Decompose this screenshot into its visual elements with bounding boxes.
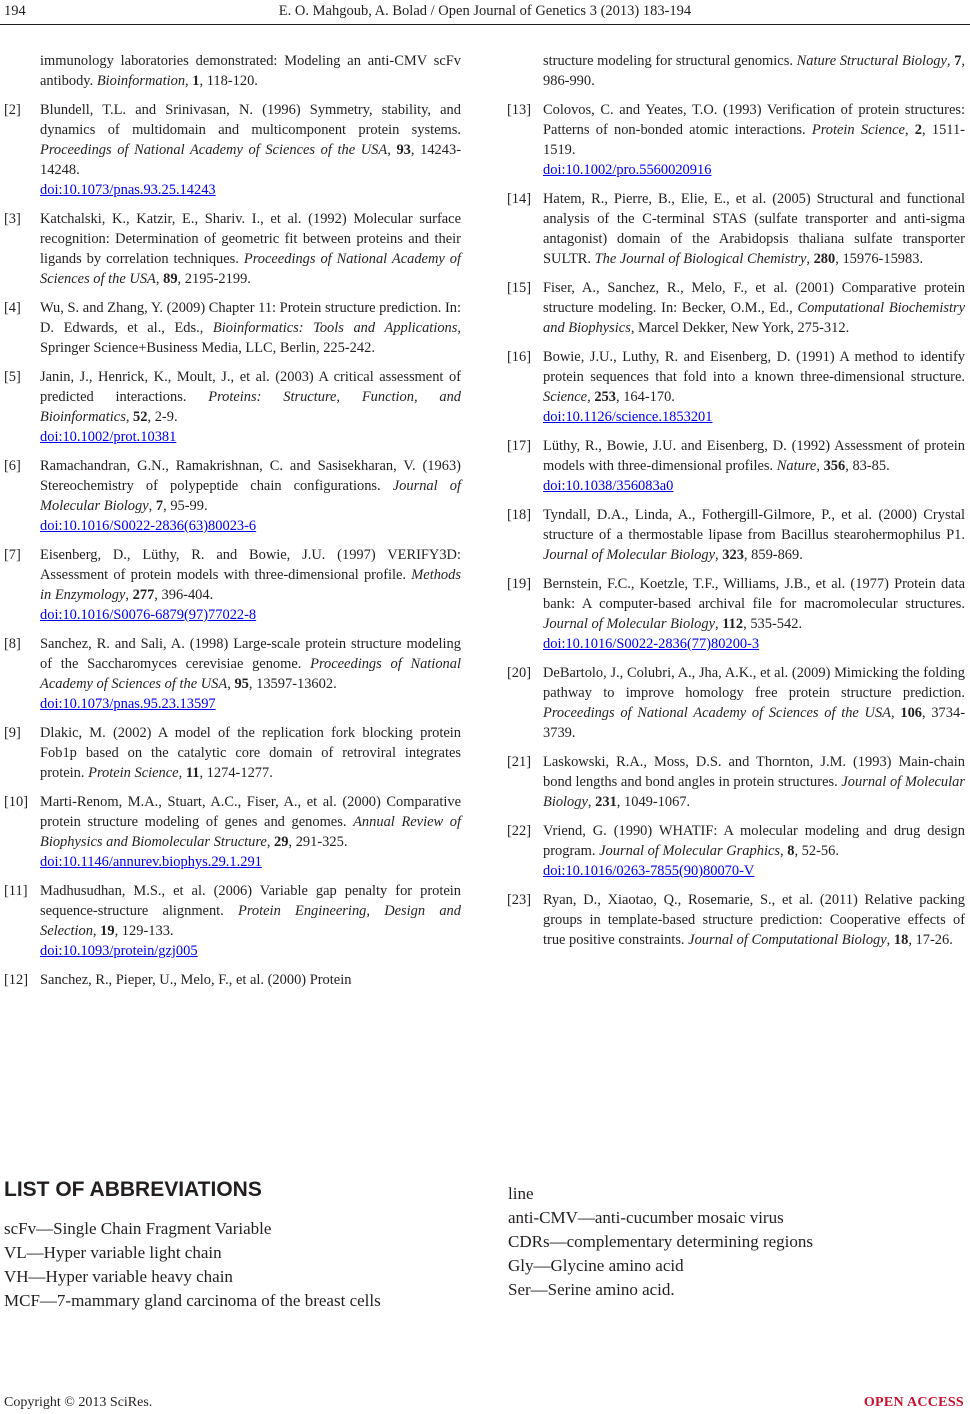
reference-pages: , Springer Science+Business Media, LLC, Berlin, 225-242. <box>40 320 461 356</box>
abbreviation-item: VL—Hyper variable light chain <box>4 1243 222 1262</box>
reference-pages: , 535-542. <box>743 616 803 632</box>
reference-journal: Journal of Molecular Biology <box>543 547 716 563</box>
reference-item: [9] Dlakic, M. (2002) A model of the replication fork blocking protein Fob1p based on the catalytic core domain of retroviral integrates protein. Protein Science, 11, 1274-1277. <box>4 725 461 781</box>
reference-volume: 19 <box>100 923 115 939</box>
reference-number: [22] <box>507 823 532 839</box>
reference-text: Wu, S. and Zhang, Y. (2009) Chapter 11: Protein structure prediction. In: D. Edwards, et al., Eds., <box>40 300 461 336</box>
reference-volume: 2 <box>914 122 923 138</box>
reference-number: [21] <box>507 754 532 770</box>
reference-volume: 323 <box>722 547 744 563</box>
reference-journal: Protein Science <box>811 122 905 138</box>
reference-text: Dlakic, M. (2002) A model of the replication fork blocking protein Fob1p based on the catalytic core domain of retroviral integrates protein. <box>40 725 461 781</box>
references-left-column <box>4 51 461 999</box>
reference-item <box>4 298 461 358</box>
reference-number: [5] <box>4 369 21 385</box>
reference-item: structure modeling for structural genomics. Nature Structural Biology, 7, 986-990. <box>543 53 966 89</box>
reference-text: Ramachandran, G.N., Ramakrishnan, C. and Sasisekharan, V. (1963) Stereochemistry of polypeptide chain configurations. <box>40 458 461 494</box>
abbreviations-heading: LIST OF ABBREVIATIONS <box>4 1178 262 1201</box>
reference-text: Eisenberg, D., Lüthy, R. and Bowie, J.U. (1997) VERIFY3D: Assessment of protein models with three-dimensional profile. <box>40 547 461 583</box>
reference-volume: 95 <box>234 676 249 692</box>
abbreviations-right-column <box>508 1182 966 1302</box>
doi-link[interactable]: doi:10.1002/prot.10381 <box>40 429 177 445</box>
reference-volume: 277 <box>132 587 155 603</box>
reference-item: [8] Sanchez, R. and Sali, A. (1998) Large-scale protein structure modeling of the Saccharomyces cerevisiae genome. Proceedings of National Academy of Sciences of the USA, 95, 13597-13602. doi:10.1073/pnas.95.23.13597 <box>4 636 461 712</box>
reference-number: [10] <box>4 794 29 810</box>
reference-journal: Proceedings of National Academy of Sciences of the USA <box>40 142 388 158</box>
page-number: 194 <box>4 3 26 19</box>
reference-item <box>507 278 965 338</box>
reference-item: [6] Ramachandran, G.N., Ramakrishnan, C. and Sasisekharan, V. (1963) Stereochemistry of polypeptide chain configurations. Journal of Molecular Biology, 7, 95-99. doi:10.1016/S0022-2836(63)80023-6 <box>4 458 461 534</box>
reference-number: [19] <box>507 576 532 592</box>
reference-pages: , 13597-13602. <box>248 676 337 692</box>
reference-number: [15] <box>507 280 532 296</box>
reference-number: [20] <box>507 665 532 681</box>
reference-journal: Nature Structural Biology <box>796 53 947 69</box>
abbreviation-item: line <box>508 1184 534 1203</box>
reference-number: [2] <box>4 102 21 118</box>
references-right-column <box>507 51 965 959</box>
reference-text: Ryan, D., Xiaotao, Q., Rosemarie, S., et al. (2011) Relative packing groups in template-based structure prediction: Cooperative effects of true positive constraints. <box>543 892 965 948</box>
reference-volume: 52 <box>133 409 148 425</box>
reference-item: [18] Tyndall, D.A., Linda, A., Fothergill-Gilmore, P., et al. (2000) Crystal structure of a thermostable lipase from Bacillus stearohermophilus P1. Journal of Molecular Biology, 323, 859-869. <box>507 507 965 563</box>
reference-text: Colovos, C. and Yeates, T.O. (1993) Verification of protein structures: Patterns of non-bonded atomic interactions. <box>543 102 965 138</box>
reference-journal: Journal of Computational Biology <box>688 932 887 948</box>
abbreviation-item: anti-CMV—anti-cucumber mosaic virus <box>508 1208 784 1227</box>
reference-volume: 1 <box>192 73 200 89</box>
reference-number: [23] <box>507 892 532 908</box>
reference-volume: 280 <box>813 251 836 267</box>
reference-item: [21] Laskowski, R.A., Moss, D.S. and Thornton, J.M. (1993) Main-chain bond lengths and bond angles in protein structures. Journal of Molecular Biology, 231, 1049-1067. <box>507 754 965 810</box>
reference-journal: Nature <box>776 458 817 474</box>
reference-pages: , 164-170. <box>615 389 675 405</box>
doi-link[interactable]: doi:10.1016/S0022-2836(63)80023-6 <box>40 518 257 534</box>
reference-journal: Bioinformatics: Tools and Applications <box>212 320 458 336</box>
reference-journal: Science <box>543 389 588 405</box>
reference-pages: , 129-133. <box>114 923 174 939</box>
reference-item: [17] Lüthy, R., Bowie, J.U. and Eisenberg, D. (1992) Assessment of protein models with three-dimensional profiles. Nature, 356, 83-85. doi:10.1038/356083a0 <box>507 438 965 494</box>
reference-number: [4] <box>4 300 21 316</box>
doi-link[interactable]: doi:10.1073/pnas.95.23.13597 <box>40 696 216 712</box>
reference-number: [14] <box>507 191 532 207</box>
reference-journal: Bioinformation <box>96 73 186 89</box>
reference-item: [14] Hatem, R., Pierre, B., Elie, E., et al. (2005) Structural and functional analysis of the C-terminal STAS (sulfate transporter and anti-sigma antagonist) domain of the Arabidopsis thaliana sulfate transporter SULTR. The Journal of Biological Chemistry, 280, 15976-15983. <box>507 191 965 267</box>
reference-volume: 7 <box>954 53 962 69</box>
page-header <box>0 0 970 30</box>
reference-volume: 89 <box>163 271 178 287</box>
reference-pages: , 95-99. <box>163 498 208 514</box>
reference-item <box>4 970 461 990</box>
reference-pages: , 3734-3739. <box>543 705 966 741</box>
reference-volume: 18 <box>893 932 909 948</box>
reference-text: Sanchez, R. and Sali, A. (1998) Large-scale protein structure modeling of the Saccharomyces cerevisiae genome. <box>40 636 461 672</box>
reference-number: [6] <box>4 458 21 474</box>
doi-link[interactable]: doi:10.1126/science.1853201 <box>543 409 713 425</box>
reference-pages: , 83-85. <box>845 458 890 474</box>
reference-item: [13] Colovos, C. and Yeates, T.O. (1993) Verification of protein structures: Patterns of non-bonded atomic interactions. Protein Science, 2, 1511-1519. doi:10.1002/pro.5560020916 <box>507 102 965 178</box>
reference-number: [8] <box>4 636 21 652</box>
reference-text: Blundell, T.L. and Srinivasan, N. (1996) Symmetry, stability, and dynamics of multidomain and multicomponent protein systems. <box>40 102 461 138</box>
reference-item: [10] Marti-Renom, M.A., Stuart, A.C., Fiser, A., et al. (2000) Comparative protein structure modeling of genes and genomes. Annual Review of Biophysics and Biomolecular Structure, 29, 291-325. doi:10.1146/annurev.biophys.29.1.291 <box>4 794 461 870</box>
running-head: E. O. Mahgoub, A. Bolad / Open Journal of Genetics 3 (2013) 183-194 <box>278 3 692 19</box>
reference-pages: , 396-404. <box>154 587 214 603</box>
reference-text: immunology laboratories demonstrated: Modeling an anti-CMV scFv antibody. <box>40 53 461 89</box>
reference-pages: , 1511-1519. <box>543 122 965 158</box>
reference-volume: 106 <box>900 705 922 721</box>
reference-item: [16] Bowie, J.U., Luthy, R. and Eisenberg, D. (1991) A method to identify protein sequences that fold into a known three-dimensional structure. Science, 253, 164-170. doi:10.1126/science.1853201 <box>507 349 965 425</box>
reference-pages: , 118-120. <box>199 73 258 89</box>
reference-volume: 29 <box>274 834 289 850</box>
reference-journal: Journal of Molecular Graphics <box>599 843 780 859</box>
reference-text: Katchalski, K., Katzir, E., Shariv. I., et al. (1992) Molecular surface recognition: Determination of geometric fit between proteins and their ligands by correlation techniques. <box>40 211 461 267</box>
reference-item: [22] Vriend, G. (1990) WHATIF: A molecular modeling and drug design program. Journal of Molecular Graphics, 8, 52-56. doi:10.1016/0263-7855(90)80070-V <box>507 823 965 879</box>
reference-text: Vriend, G. (1990) WHATIF: A molecular modeling and drug design program. <box>543 823 965 859</box>
reference-item: [5] Janin, J., Henrick, K., Moult, J., et al. (2003) A critical assessment of predicted interactions. Proteins: Structure, Function, and Bioinformatics, 52, 2-9. doi:10.1002/prot.10381 <box>4 369 462 445</box>
reference-item: immunology laboratories demonstrated: Modeling an anti-CMV scFv antibody. Bioinformation, 1, 118-120. <box>40 53 461 89</box>
reference-item: [11] Madhusudhan, M.S., et al. (2006) Variable gap penalty for protein sequence-structure alignment. Protein Engineering, Design and Selection, 19, 129-133. doi:10.1093/protein/gzj005 <box>4 883 461 959</box>
reference-number: [9] <box>4 725 21 741</box>
reference-number: [7] <box>4 547 21 563</box>
reference-volume: 7 <box>155 498 164 514</box>
copyright-notice: Copyright © 2013 SciRes. <box>4 1395 153 1410</box>
reference-text: Janin, J., Henrick, K., Moult, J., et al. (2003) A critical assessment of predicted interactions. <box>40 369 461 405</box>
reference-journal: Proceedings of National Academy of Sciences of the USA <box>543 705 892 721</box>
reference-journal: Proteins: Structure, Function, and Bioinformatics <box>40 389 462 425</box>
reference-item: [7] Eisenberg, D., Lüthy, R. and Bowie, J.U. (1997) VERIFY3D: Assessment of protein models with three-dimensional profile. Methods in Enzymology, 277, 396-404. doi:10.1016/S0076-6879(97)77022-8 <box>4 547 461 623</box>
reference-journal: Proceedings of National Academy of Sciences of the USA <box>40 656 461 692</box>
doi-link[interactable]: doi:10.1073/pnas.93.25.14243 <box>40 182 216 198</box>
reference-pages: , 859-869. <box>743 547 803 563</box>
reference-pages: , 1049-1067. <box>616 794 691 810</box>
reference-journal: Journal of Molecular Biology <box>543 774 965 810</box>
reference-text: Hatem, R., Pierre, B., Elie, E., et al. (2005) Structural and functional analysis of the C-terminal STAS (sulfate transporter and anti-sigma antagonist) domain of the Arabidopsis thaliana sulfate transporter SULTR. <box>543 191 965 267</box>
reference-number: [12] <box>4 972 29 988</box>
reference-number: [17] <box>507 438 532 454</box>
reference-number: [11] <box>4 883 28 899</box>
reference-pages: , 2-9. <box>147 409 178 425</box>
reference-pages: , 291-325. <box>288 834 348 850</box>
reference-journal: Computational Biochemistry and Biophysics <box>543 300 966 336</box>
abbreviation-item: Gly—Glycine amino acid <box>508 1256 684 1275</box>
abbreviation-item: VH—Hyper variable heavy chain <box>4 1267 233 1286</box>
reference-journal: Proceedings of National Academy of Sciences of the USA <box>40 251 461 287</box>
reference-text: Lüthy, R., Bowie, J.U. and Eisenberg, D. (1992) Assessment of protein models with three-dimensional profiles. <box>543 438 965 474</box>
reference-pages: , 52-56. <box>794 843 839 859</box>
reference-number: [3] <box>4 211 21 227</box>
reference-pages: , 15976-15983. <box>835 251 924 267</box>
reference-item: [3] Katchalski, K., Katzir, E., Shariv. I., et al. (1992) Molecular surface recognition: Determination of geometric fit between proteins and their ligands by correlation techniques. Proceedings of National Academy of Sciences of the USA, 89, 2195-2199. <box>4 211 461 287</box>
reference-item: [19] Bernstein, F.C., Koetzle, T.F., Williams, J.B., et al. (1977) Protein data bank: A computer-based archival file for macromolecular structures. Journal of Molecular Biology, 112, 535-542. doi:10.1016/S0022-2836(77)80200-3 <box>507 576 965 652</box>
reference-text: Bernstein, F.C., Koetzle, T.F., Williams, J.B., et al. (1977) Protein data bank: A computer-based archival file for macromolecular structures. <box>543 576 965 612</box>
doi-link[interactable]: doi:10.1016/S0022-2836(77)80200-3 <box>543 636 760 652</box>
doi-link[interactable]: doi:10.1016/0263-7855(90)80070-V <box>543 863 755 879</box>
reference-item: [23] Ryan, D., Xiaotao, Q., Rosemarie, S., et al. (2011) Relative packing groups in template-based structure prediction: Cooperative effects of true positive constraints. Journal of Computational Biology, 18, 17-26. <box>507 892 965 948</box>
reference-text: DeBartolo, J., Colubri, A., Jha, A.K., et al. (2009) Mimicking the folding pathway to improve homology free protein structure prediction. <box>543 665 965 701</box>
reference-text: Laskowski, R.A., Moss, D.S. and Thornton, J.M. (1993) Main-chain bond lengths and bond angles in protein structures. <box>543 754 965 790</box>
reference-journal: Protein Science <box>88 765 179 781</box>
reference-pages: , 1274-1277. <box>199 765 273 781</box>
reference-text: Marti-Renom, M.A., Stuart, A.C., Fiser, A., et al. (2000) Comparative protein structure modeling of genes and genomes. <box>40 794 461 830</box>
reference-text: structure modeling for structural genomics. <box>543 53 797 69</box>
reference-number: [18] <box>507 507 532 523</box>
abbreviation-item: CDRs—complementary determining regions <box>508 1232 813 1251</box>
reference-text: Fiser, A., Sanchez, R., Melo, F., et al. (2001) Comparative protein structure modeling. In: Becker, O.M., Ed., <box>543 280 965 316</box>
reference-pages: , 17-26. <box>908 932 953 948</box>
doi-link[interactable]: doi:10.1038/356083a0 <box>543 478 674 494</box>
reference-pages: , 14243-14248. <box>40 142 462 178</box>
abbreviation-item: Ser—Serine amino acid. <box>508 1280 675 1299</box>
reference-journal: Methods in Enzymology <box>40 567 461 603</box>
reference-pages: , Marcel Dekker, New York, 275-312. <box>630 320 850 336</box>
reference-volume: 253 <box>594 389 616 405</box>
reference-pages: , 2195-2199. <box>177 271 251 287</box>
reference-volume: 93 <box>396 142 411 158</box>
doi-link[interactable]: doi:10.1093/protein/gzj005 <box>40 943 198 959</box>
open-access-label: OPEN ACCESS <box>863 1395 964 1410</box>
doi-link[interactable]: doi:10.1146/annurev.biophys.29.1.291 <box>40 854 262 870</box>
reference-number: [13] <box>507 102 532 118</box>
header-rule <box>0 24 970 25</box>
reference-pages: , 986-990. <box>543 53 966 89</box>
reference-volume: 112 <box>722 616 744 632</box>
reference-journal: Journal of Molecular Biology <box>543 616 716 632</box>
reference-text: Tyndall, D.A., Linda, A., Fothergill-Gilmore, P., et al. (2000) Crystal structure of a thermostable lipase from Bacillus stearohermophilus P1. <box>543 507 965 543</box>
reference-text: Bowie, J.U., Luthy, R. and Eisenberg, D. (1991) A method to identify protein sequences that fold into a known three-dimensional structure. <box>543 349 965 385</box>
abbreviation-item: scFv—Single Chain Fragment Variable <box>4 1219 272 1238</box>
abbreviations-left-column <box>4 1217 460 1313</box>
reference-text: Madhusudhan, M.S., et al. (2006) Variable gap penalty for protein sequence-structure alignment. <box>40 883 461 919</box>
reference-item: [2] Blundell, T.L. and Srinivasan, N. (1996) Symmetry, stability, and dynamics of multidomain and multicomponent protein systems. Proceedings of National Academy of Sciences of the USA, 93, 14243-14248. doi:10.1073/pnas.93.25.14243 <box>4 102 462 198</box>
reference-volume: 8 <box>787 843 795 859</box>
reference-journal: Journal of Molecular Biology <box>40 478 461 514</box>
abbreviation-item: MCF—7-mammary gland carcinoma of the breast cells <box>4 1291 381 1310</box>
reference-text: Sanchez, R., Pieper, U., Melo, F., et al. (2000) Protein <box>40 972 352 988</box>
reference-volume: 231 <box>595 794 617 810</box>
doi-link[interactable]: doi:10.1016/S0076-6879(97)77022-8 <box>40 607 257 623</box>
reference-volume: 11 <box>185 765 200 781</box>
reference-journal: The Journal of Biological Chemistry <box>594 251 807 267</box>
reference-journal: Protein Engineering, Design and Selection <box>40 903 461 939</box>
reference-item: [20] DeBartolo, J., Colubri, A., Jha, A.K., et al. (2009) Mimicking the folding pathway to improve homology free protein structure prediction. Proceedings of National Academy of Sciences of the USA, 106, 3734-3739. <box>507 665 966 741</box>
reference-number: [16] <box>507 349 532 365</box>
reference-journal: Annual Review of Biophysics and Biomolecular Structure <box>40 814 461 850</box>
reference-volume: 356 <box>823 458 846 474</box>
doi-link[interactable]: doi:10.1002/pro.5560020916 <box>543 162 712 178</box>
